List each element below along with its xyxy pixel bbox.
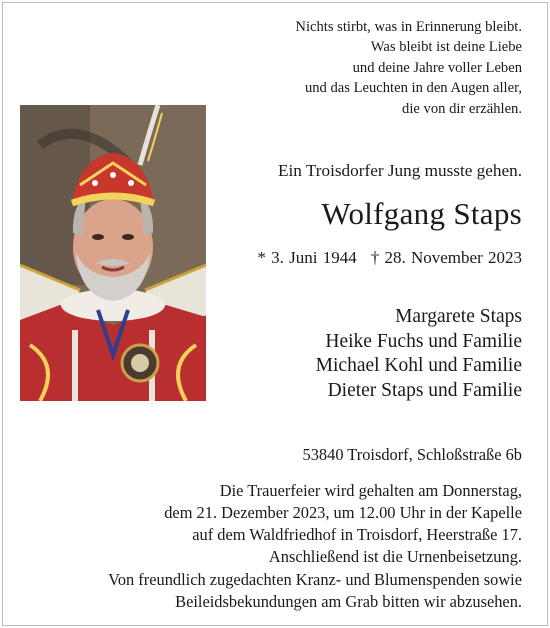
mourner: Margarete Staps [395, 306, 522, 327]
poem-line: die von dir erzählen. [402, 100, 522, 117]
family-address: 53840 Troisdorf, Schloßstraße 6b [302, 445, 522, 464]
memorial-poem [295, 17, 522, 119]
service-line: auf dem Waldfriedhof in Troisdorf, Heerstraße 17. [192, 525, 522, 544]
service-line: dem 21. Dezember 2023, um 12.00 Uhr in der Kapelle [164, 503, 522, 522]
life-dates [257, 248, 522, 268]
service-details [164, 480, 522, 568]
closing-note [108, 569, 522, 613]
deceased-name: Wolfgang Staps [321, 196, 522, 231]
poem-line: Was bleibt ist deine Liebe [370, 39, 522, 56]
tagline: Ein Troisdorfer Jung musste gehen. [278, 161, 522, 180]
poem-line: Nichts stirbt, was in Erinnerung bleibt. [295, 19, 522, 35]
portrait-photo [20, 105, 206, 401]
service-line: Die Trauerfeier wird gehalten am Donnerstag, [219, 481, 522, 500]
mourner: Dieter Staps und Familie [327, 379, 522, 401]
service-line: Anschließend ist die Urnenbeisetzung. [268, 547, 522, 566]
death-date: † 28. November 2023 [370, 248, 522, 267]
mourner: Heike Fuchs und Familie [325, 330, 522, 352]
poem-line: und deine Jahre voller Leben [352, 59, 522, 76]
closing-line: Von freundlich zugedachten Kranz- und Blumenspenden sowie [108, 570, 522, 589]
mourners-list [316, 305, 522, 403]
mourner: Michael Kohl und Familie [315, 355, 522, 376]
birth-date: * 3. Juni 1944 [257, 248, 357, 267]
closing-line: Beileidsbekundungen am Grab bitten wir abzusehen. [175, 592, 522, 611]
poem-line: und das Leuchten in den Augen aller, [304, 80, 522, 97]
